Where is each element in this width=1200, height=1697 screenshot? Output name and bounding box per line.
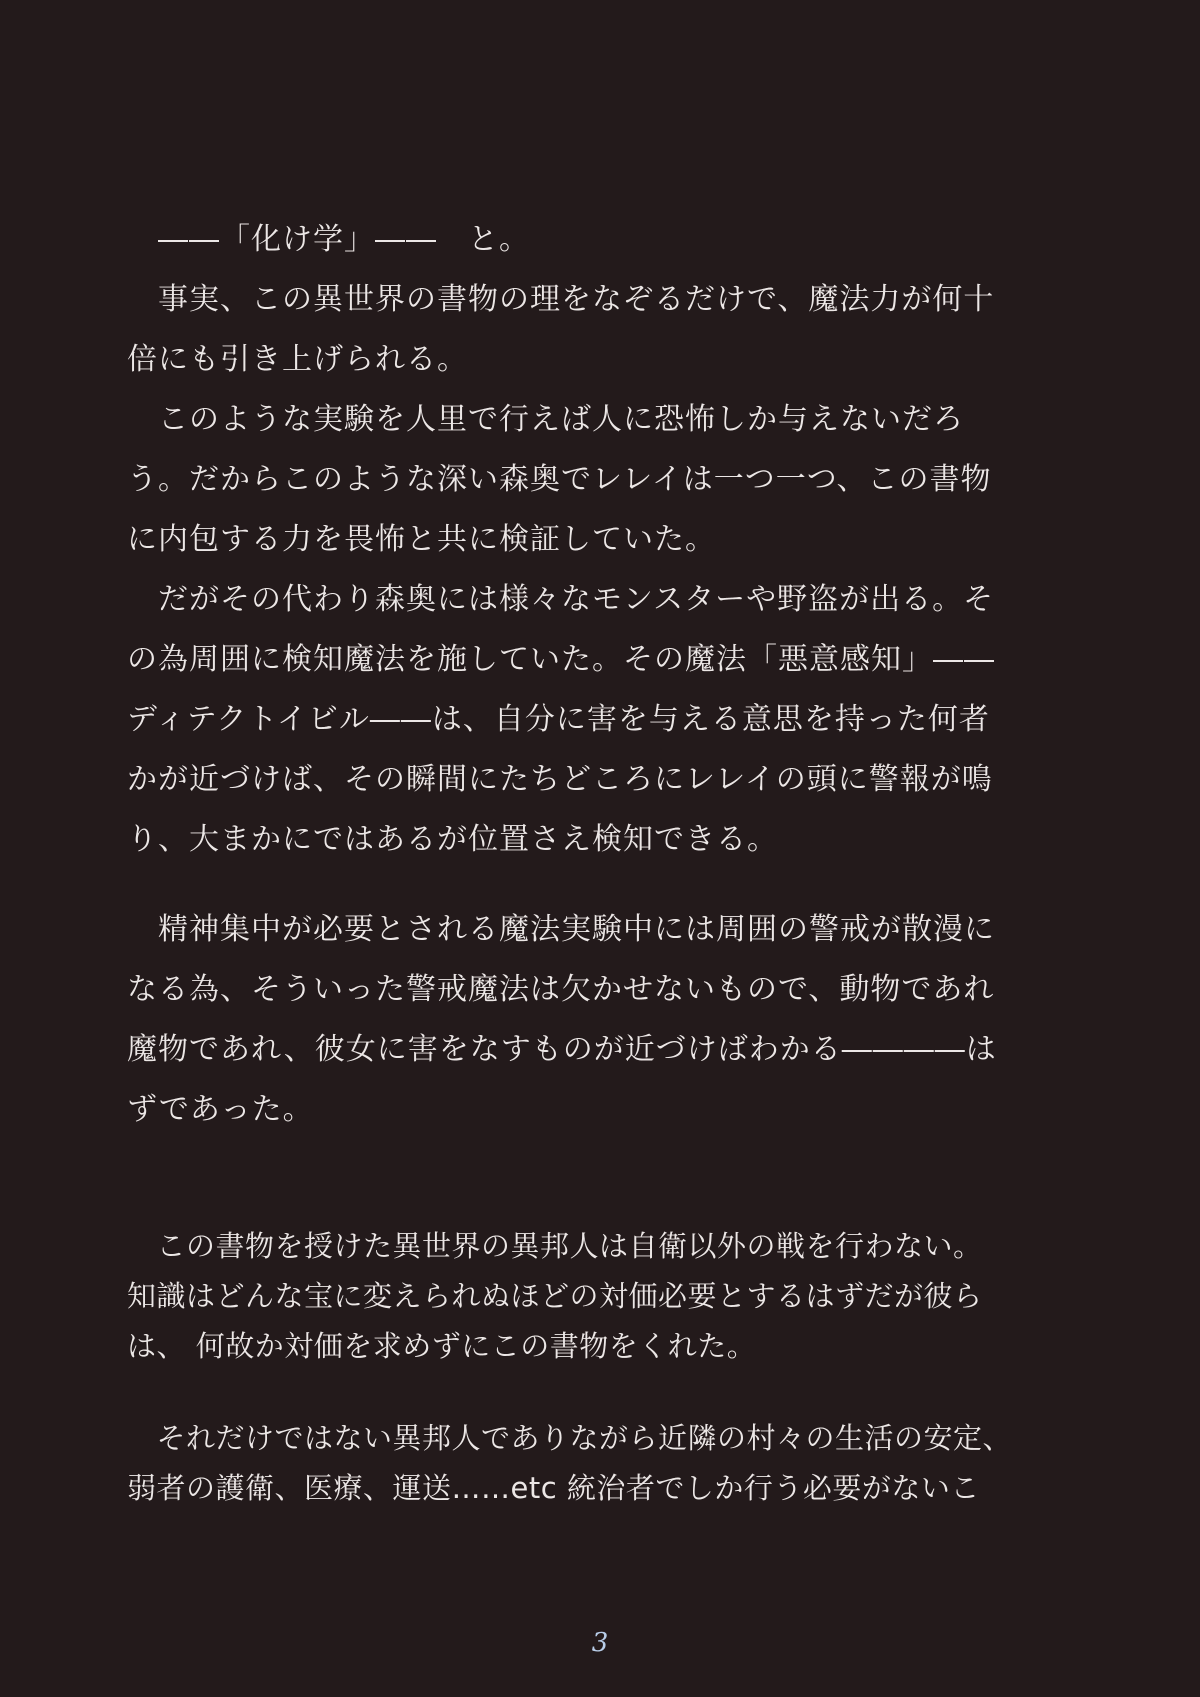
text-line: ディテクトイビル――は、自分に害を与える意思を持った何者 <box>127 702 990 737</box>
text-line: それだけではない異邦人でありながら近隣の村々の生活の安定、 <box>127 1421 1013 1455</box>
page-number: 3 <box>591 1628 609 1658</box>
text-line: 知識はどんな宝に変えられぬほどの対価必要とするはずだが彼ら <box>127 1279 983 1313</box>
text-line: ずであった。 <box>127 1092 314 1127</box>
text-line: このような実験を人里で行えば人に恐怖しか与えないだろ <box>127 402 964 437</box>
text-line: 弱者の護衛、医療、運送……etc 統治者でしか行う必要がないこ <box>127 1471 980 1505</box>
text-line: この書物を授けた異世界の異邦人は自衛以外の戦を行わない。 <box>127 1229 983 1263</box>
text-line: だがその代わり森奥には様々なモンスターや野盗が出る。そ <box>127 582 995 617</box>
text-line: は、 何故か対価を求めずにこの書物をくれた。 <box>127 1329 757 1363</box>
text-line: かが近づけば、その瞬間にたちどころにレレイの頭に警報が鳴 <box>127 762 993 797</box>
text-line: ――「化け学」―― と。 <box>127 222 530 257</box>
text-line: なる為、そういった警戒魔法は欠かせないもので、動物であれ <box>127 972 995 1007</box>
text-line: に内包する力を畏怖と共に検証していた。 <box>127 522 716 557</box>
text-line: 倍にも引き上げられる。 <box>127 342 468 377</box>
text-line: 精神集中が必要とされる魔法実験中には周囲の警戒が散漫に <box>127 912 995 947</box>
text-line: の為周囲に検知魔法を施していた。その魔法「悪意感知」―― <box>127 642 995 677</box>
text-line: り、大まかにではあるが位置さえ検知できる。 <box>127 822 778 857</box>
text-line: う。だからこのような深い森奥でレレイは一つ一つ、この書物 <box>127 462 992 497</box>
text-line: 事実、この異世界の書物の理をなぞるだけで、魔法力が何十 <box>127 282 995 317</box>
text-line: 魔物であれ、彼女に害をなすものが近づけばわかる――――は <box>127 1032 997 1067</box>
